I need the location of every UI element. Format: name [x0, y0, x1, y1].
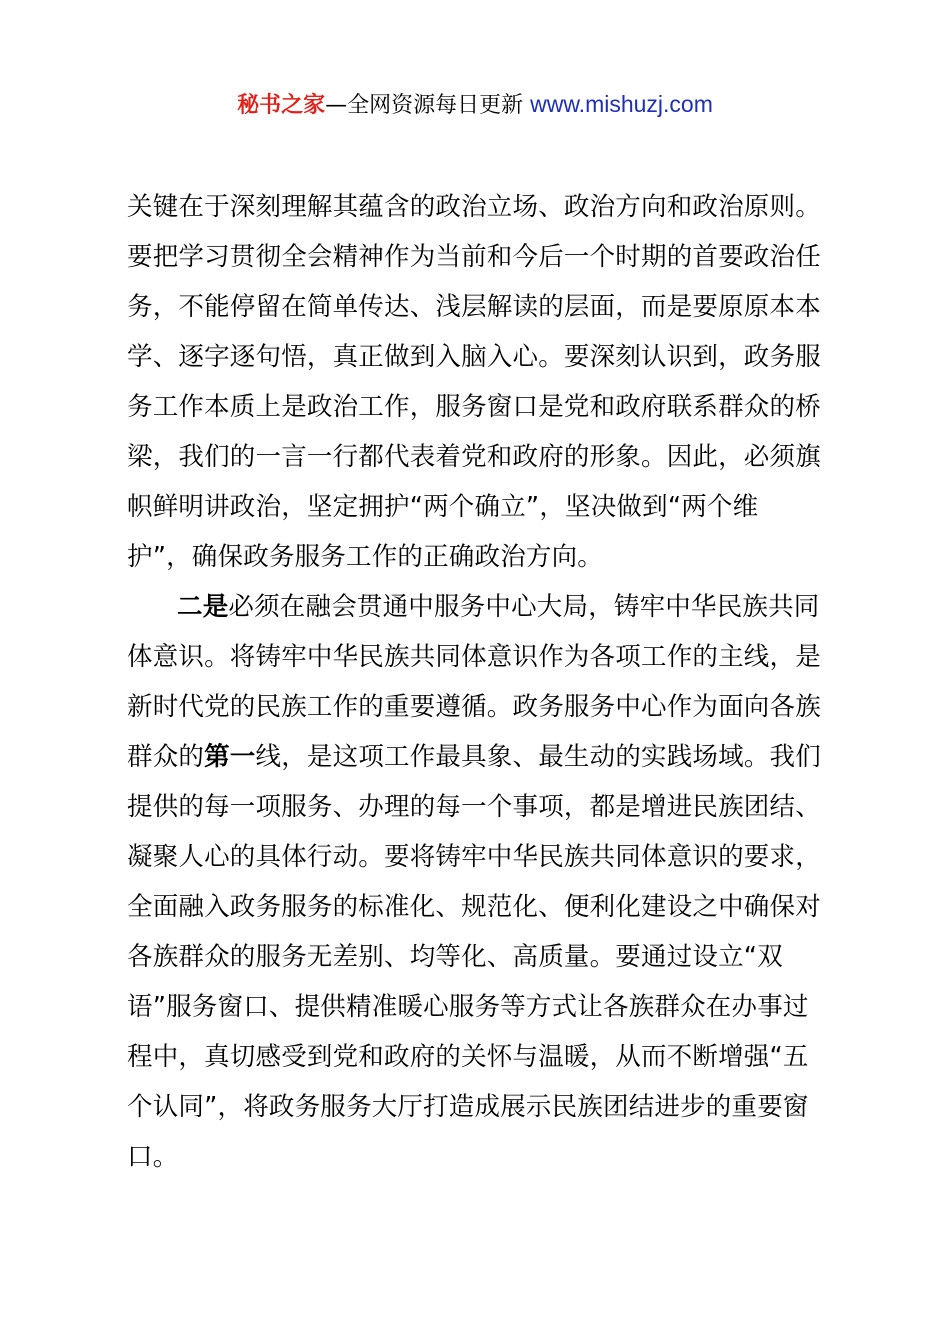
- text-line: 要把学习贯彻全会精神作为当前和今后一个时期的首要政治任: [127, 242, 821, 272]
- text-line: 语”服务窗口、提供精准暖心服务等方式让各族群众在办事过: [127, 992, 809, 1022]
- text-line: 体意识。将铸牢中华民族共同体意识作为各项工作的主线，是: [127, 642, 821, 672]
- page-header: [0, 88, 950, 122]
- text-segment: 线，是这项工作最具象、最生动的实践场域。我们: [255, 742, 821, 772]
- text-line: [127, 732, 839, 782]
- text-line: 新时代党的民族工作的重要遵循。政务服务中心作为面向各族: [127, 692, 821, 722]
- text-line: 提供的每一项服务、办理的每一个事项，都是增进民族团结、: [127, 792, 821, 822]
- text-line: 各族群众的服务无差别、均等化、高质量。要通过设立“双: [127, 942, 783, 972]
- text-line: 务，不能停留在简单传达、浅层解读的层面，而是要原原本本: [127, 292, 821, 322]
- text-line: 凝聚人心的具体行动。要将铸牢中华民族共同体意识的要求，: [127, 842, 821, 872]
- site-url-link[interactable]: www.mishuzj.com: [530, 91, 713, 117]
- text-line: 护”，确保政务服务工作的正确政治方向。: [127, 542, 604, 572]
- text-line: 程中，真切感受到党和政府的关怀与温暖，从而不断增强“五: [127, 1042, 809, 1072]
- text-line: 务工作本质上是政治工作，服务窗口是党和政府联系群众的桥: [127, 392, 821, 422]
- text-line: 关键在于深刻理解其蕴含的政治立场、政治方向和政治原则。: [127, 192, 821, 222]
- point-heading: 二是: [177, 592, 229, 622]
- text-line: 梁，我们的一言一行都代表着党和政府的形象。因此，必须旗: [127, 442, 821, 472]
- text-line: 学、逐字逐句悟，真正做到入脑入心。要深刻认识到，政务服: [127, 342, 821, 372]
- paragraph-start-line: [127, 582, 839, 632]
- text-segment: 群众的: [127, 742, 205, 772]
- text-line: 帜鲜明讲政治，坚定拥护“两个确立”，坚决做到“两个维: [127, 492, 759, 522]
- text-line: 口。: [127, 1142, 179, 1172]
- text-line: 个认同”，将政务服务大厅打造成展示民族团结进步的重要窗: [127, 1092, 809, 1122]
- text-segment: 必须在融会贯通中服务中心大局，铸牢中华民族共同: [228, 592, 820, 622]
- bold-emphasis: 第一: [204, 742, 256, 772]
- document-body: [127, 182, 839, 1182]
- text-line: 全面融入政务服务的标准化、规范化、便利化建设之中确保对: [127, 892, 821, 922]
- site-tagline: —全网资源每日更新: [325, 93, 531, 118]
- site-brand: 秘书之家: [237, 93, 326, 118]
